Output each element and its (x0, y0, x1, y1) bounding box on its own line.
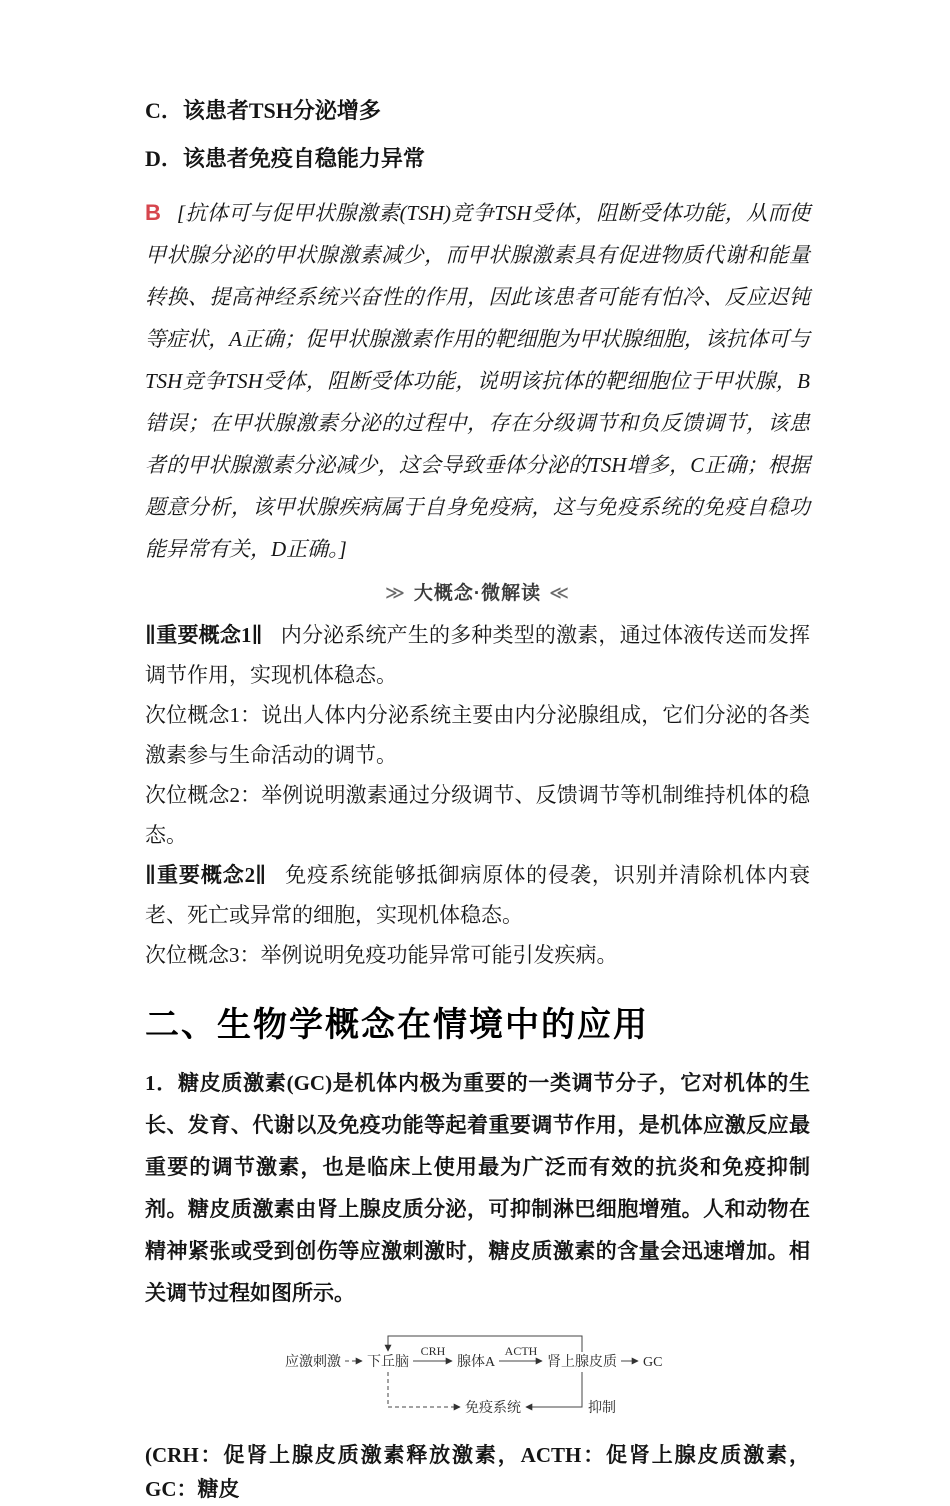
answer-letter: B (145, 200, 161, 225)
important-concept-1-label: ∥重要概念1∥ (145, 623, 263, 647)
gc-regulation-diagram (285, 1324, 810, 1424)
option-d: D．该患者免疫自稳能力异常 (145, 146, 425, 171)
diagram-label-acth: ACTH (504, 1344, 538, 1358)
chevron-right-icon: ≫ (384, 583, 406, 604)
answer-text: [抗体可与促甲状腺激素(TSH)竞争TSH受体，阻断受体功能，从而使甲状腺分泌的甲状腺激素减少，而甲状腺激素具有促进物质代谢和能量转换、提高神经系统兴奋性的作用，因此该患者可能有怕冷、反应迟钝等症状，A正确；促甲状腺激素作用的靶细胞为甲状腺细胞，该抗体可与TSH竞争TSH受体，阻断受体功能，说明该抗体的靶细胞位于甲状腺，B错误；在甲状腺激素分泌的过程中，存在分级调节和负反馈调节，该患者的甲状腺激素分泌减少，这会导致垂体分泌的TSH增多，C正确；根据题意分析，该甲状腺疾病属于自身免疫病，这与免疫系统的免疫自稳功能异常有关，D正确。] (145, 201, 810, 561)
diagram-label-crh: CRH (420, 1344, 446, 1358)
hypothalamus-immune-dashed-arrow (388, 1372, 460, 1407)
diagram-node-gland-a: 腺体A (457, 1355, 496, 1370)
chevron-left-icon: ≪ (549, 583, 571, 604)
answer-explanation (145, 192, 810, 570)
diagram-node-adrenal-cortex: 肾上腺皮质 (547, 1355, 617, 1370)
feedback-arrow (388, 1336, 582, 1352)
section-heading-2: 二、生物学概念在情境中的应用 (145, 1006, 649, 1044)
diagram-node-stress: 应激刺激 (285, 1355, 341, 1370)
diagram-node-hypothalamus: 下丘脑 (367, 1355, 409, 1370)
sub-concept-2: 次位概念2：举例说明激素通过分级调节、反馈调节等机制维持机体的稳态。 (145, 783, 810, 847)
section-title: 大概念·微解读 (413, 583, 542, 604)
sub-concept-1: 次位概念1：说出人体内分泌系统主要由内分泌腺组成，它们分泌的各类激素参与生命活动的调节。 (145, 703, 810, 767)
important-concept-2 (145, 855, 810, 935)
important-concept-2-label: ∥重要概念2∥ (145, 863, 267, 887)
diagram-node-gc: GC (643, 1355, 663, 1370)
option-c: C．该患者TSH分泌增多 (145, 98, 381, 123)
gc-regulation-diagram-svg (285, 1324, 725, 1424)
inhibit-arrow (526, 1372, 582, 1407)
diagram-label-inhibit: 抑制 (588, 1401, 616, 1416)
important-concept-1 (145, 615, 810, 695)
abbreviation-footnote: (CRH：促肾上腺皮质激素释放激素，ACTH：促肾上腺皮质激素，GC：糖皮 (145, 1443, 810, 1501)
question-1-text: 1．糖皮质激素(GC)是机体内极为重要的一类调节分子，它对机体的生长、发育、代谢以及免疫功能等起着重要调节作用，是机体应激反应最重要的调节激素，也是临床上使用最为广泛而有效的抗炎和免疫抑制剂。糖皮质激素由肾上腺皮质分泌，可抑制淋巴细胞增殖。人和动物在精神紧张或受到创伤等应激刺激时，糖皮质激素的含量会迅速增加。相关调节过程如图所示。 (145, 1071, 810, 1305)
section-header (145, 578, 810, 605)
sub-concept-3: 次位概念3：举例说明免疫功能异常可能引发疾病。 (145, 943, 618, 967)
important-concept-2-text: 免疫系统能够抵御病原体的侵袭，识别并清除机体内衰老、死亡或异常的细胞，实现机体稳态。 (145, 863, 811, 927)
diagram-node-immune-system: 免疫系统 (465, 1401, 521, 1416)
important-concept-1-text: 内分泌系统产生的多种类型的激素，通过体液传送而发挥调节作用，实现机体稳态。 (145, 623, 810, 687)
